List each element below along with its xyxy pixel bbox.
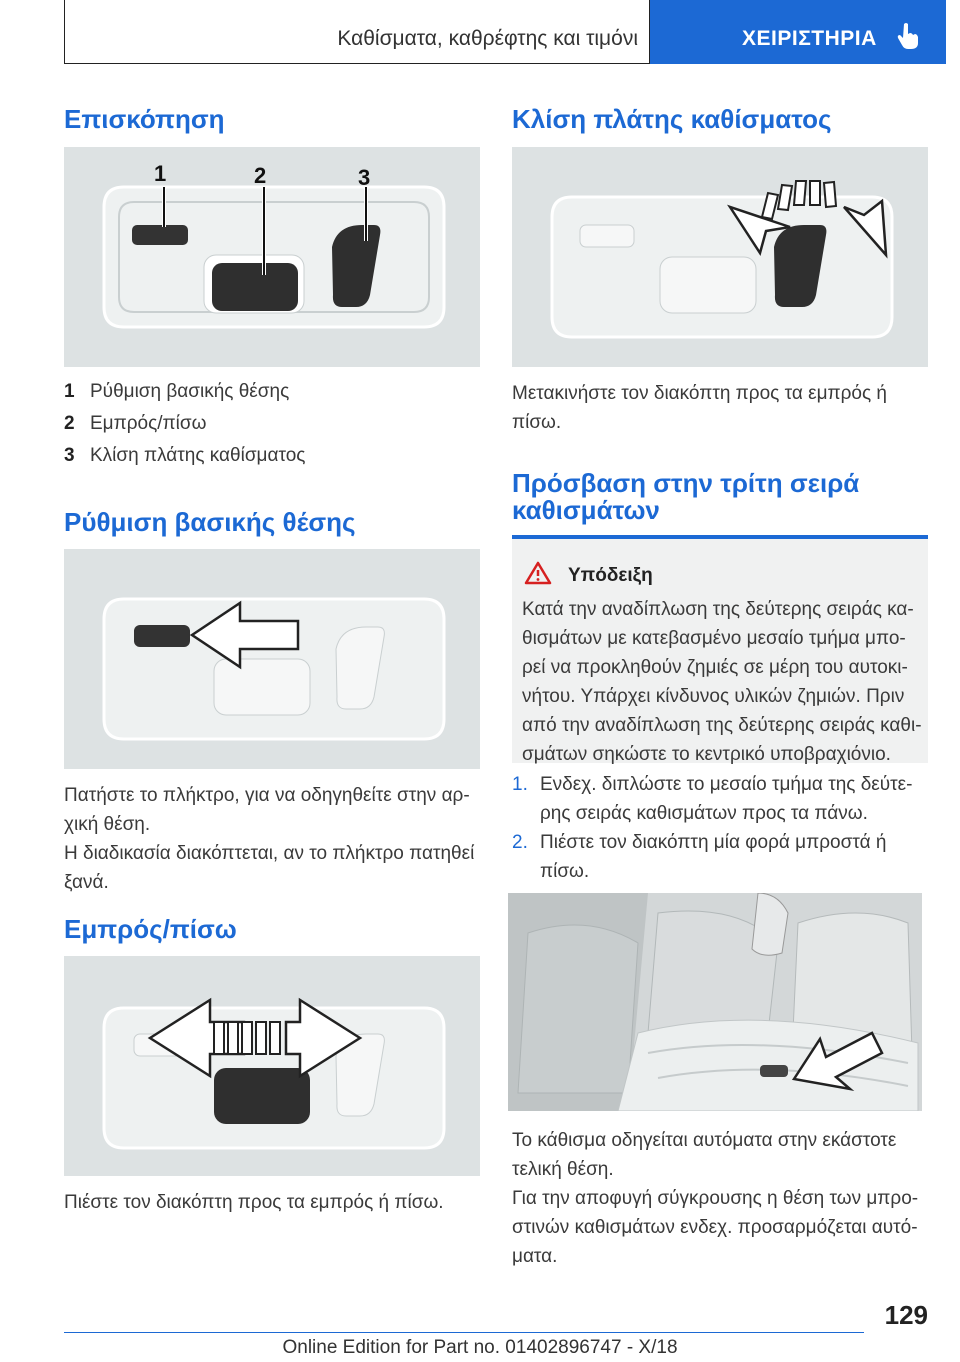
legend-item: 2 Εμπρός/πίσω [64,413,207,434]
callout-2: 2 [254,163,267,188]
basic-position-text-1: Πατήστε το πλήκτρο, για να οδηγηθείτε στην αρ-χική θέση. [64,785,470,835]
basic-position-heading: Ρύθμιση βασικής θέσης [64,507,356,537]
chapter-tab[interactable] [650,0,946,64]
second-row-seat-figure [508,893,922,1111]
overview-heading: Επισκόπηση [64,104,225,134]
basic-position-text-2: Η διαδικασία διακόπτεται, αν το πλήκτρο πατηθεί ξανά. [64,843,475,893]
backrest-tilt-text: Μετακινήστε τον διακόπτη προς τα εμπρός ή πίσω. [512,383,887,433]
result-text-1: Το κάθισμα οδηγείται αυτόματα στην εκάστοτε τελική θέση. [512,1130,897,1180]
footer-rule [64,1332,864,1333]
hint-box [512,535,928,763]
chapter-tab-label: ΧΕΙΡΙΣΤΗΡΙΑ [742,27,877,50]
legend-item: 1 Ρύθμιση βασικής θέσης [64,381,290,402]
hand-pointer-icon [895,22,921,55]
forward-back-heading: Εμπρός/πίσω [64,914,237,944]
third-row-heading-line-1: Πρόσβαση στην τρίτη σειρά [512,468,860,498]
forward-back-text: Πιέστε τον διακόπτη προς τα εμπρός ή πίσω. [64,1192,444,1213]
section-title: Καθίσματα, καθρέφτης και τιμόνι [337,27,638,50]
page-number: 129 [884,1300,928,1330]
footer-edition: Online Edition for Part no. 01402896747 - X/18 [282,1337,678,1358]
warning-triangle-icon [524,561,552,590]
step-item: 2. Πιέστε τον διακόπτη μία φορά μπροστά ή πίσω. [512,832,887,882]
third-row-heading-line-2: καθισμάτων [512,495,660,525]
callout-3: 3 [358,165,371,190]
hint-text: Κατά την αναδίπλωση της δεύτερης σειράς κα-θισμάτων με κατεβασμένο μεσαίο τμήμα μπο-ρεί να προκληθούν ζημιές σε μέρη του αυτοκι-νήτου. Υπάρχει κίνδυνος υλικών ζημιών. Πριν από την αναδίπλωση της δεύτερης σειράς καθι-σμάτων σηκώστε το κεντρικό υποβραχιόνιο. [522,599,922,765]
hint-title: Υπόδειξη [568,565,653,586]
backrest-tilt-heading: Κλίση πλάτης καθίσματος [512,104,832,134]
overview-figure [64,147,480,367]
callout-1: 1 [154,161,167,186]
forward-back-figure [64,956,480,1176]
legend-item: 3 Κλίση πλάτης καθίσματος [64,445,306,466]
step-item: 1. Ενδεχ. διπλώστε το μεσαίο τμήμα της δεύτε-ρης σειράς καθισμάτων προς τα πάνω. [512,774,913,824]
basic-position-figure [64,549,480,769]
backrest-tilt-figure [512,147,928,367]
result-text-2: Για την αποφυγή σύγκρουσης η θέση των μπρο-στινών καθισμάτων ενδεχ. προσαρμόζεται αυτό-ματα. [512,1188,919,1267]
